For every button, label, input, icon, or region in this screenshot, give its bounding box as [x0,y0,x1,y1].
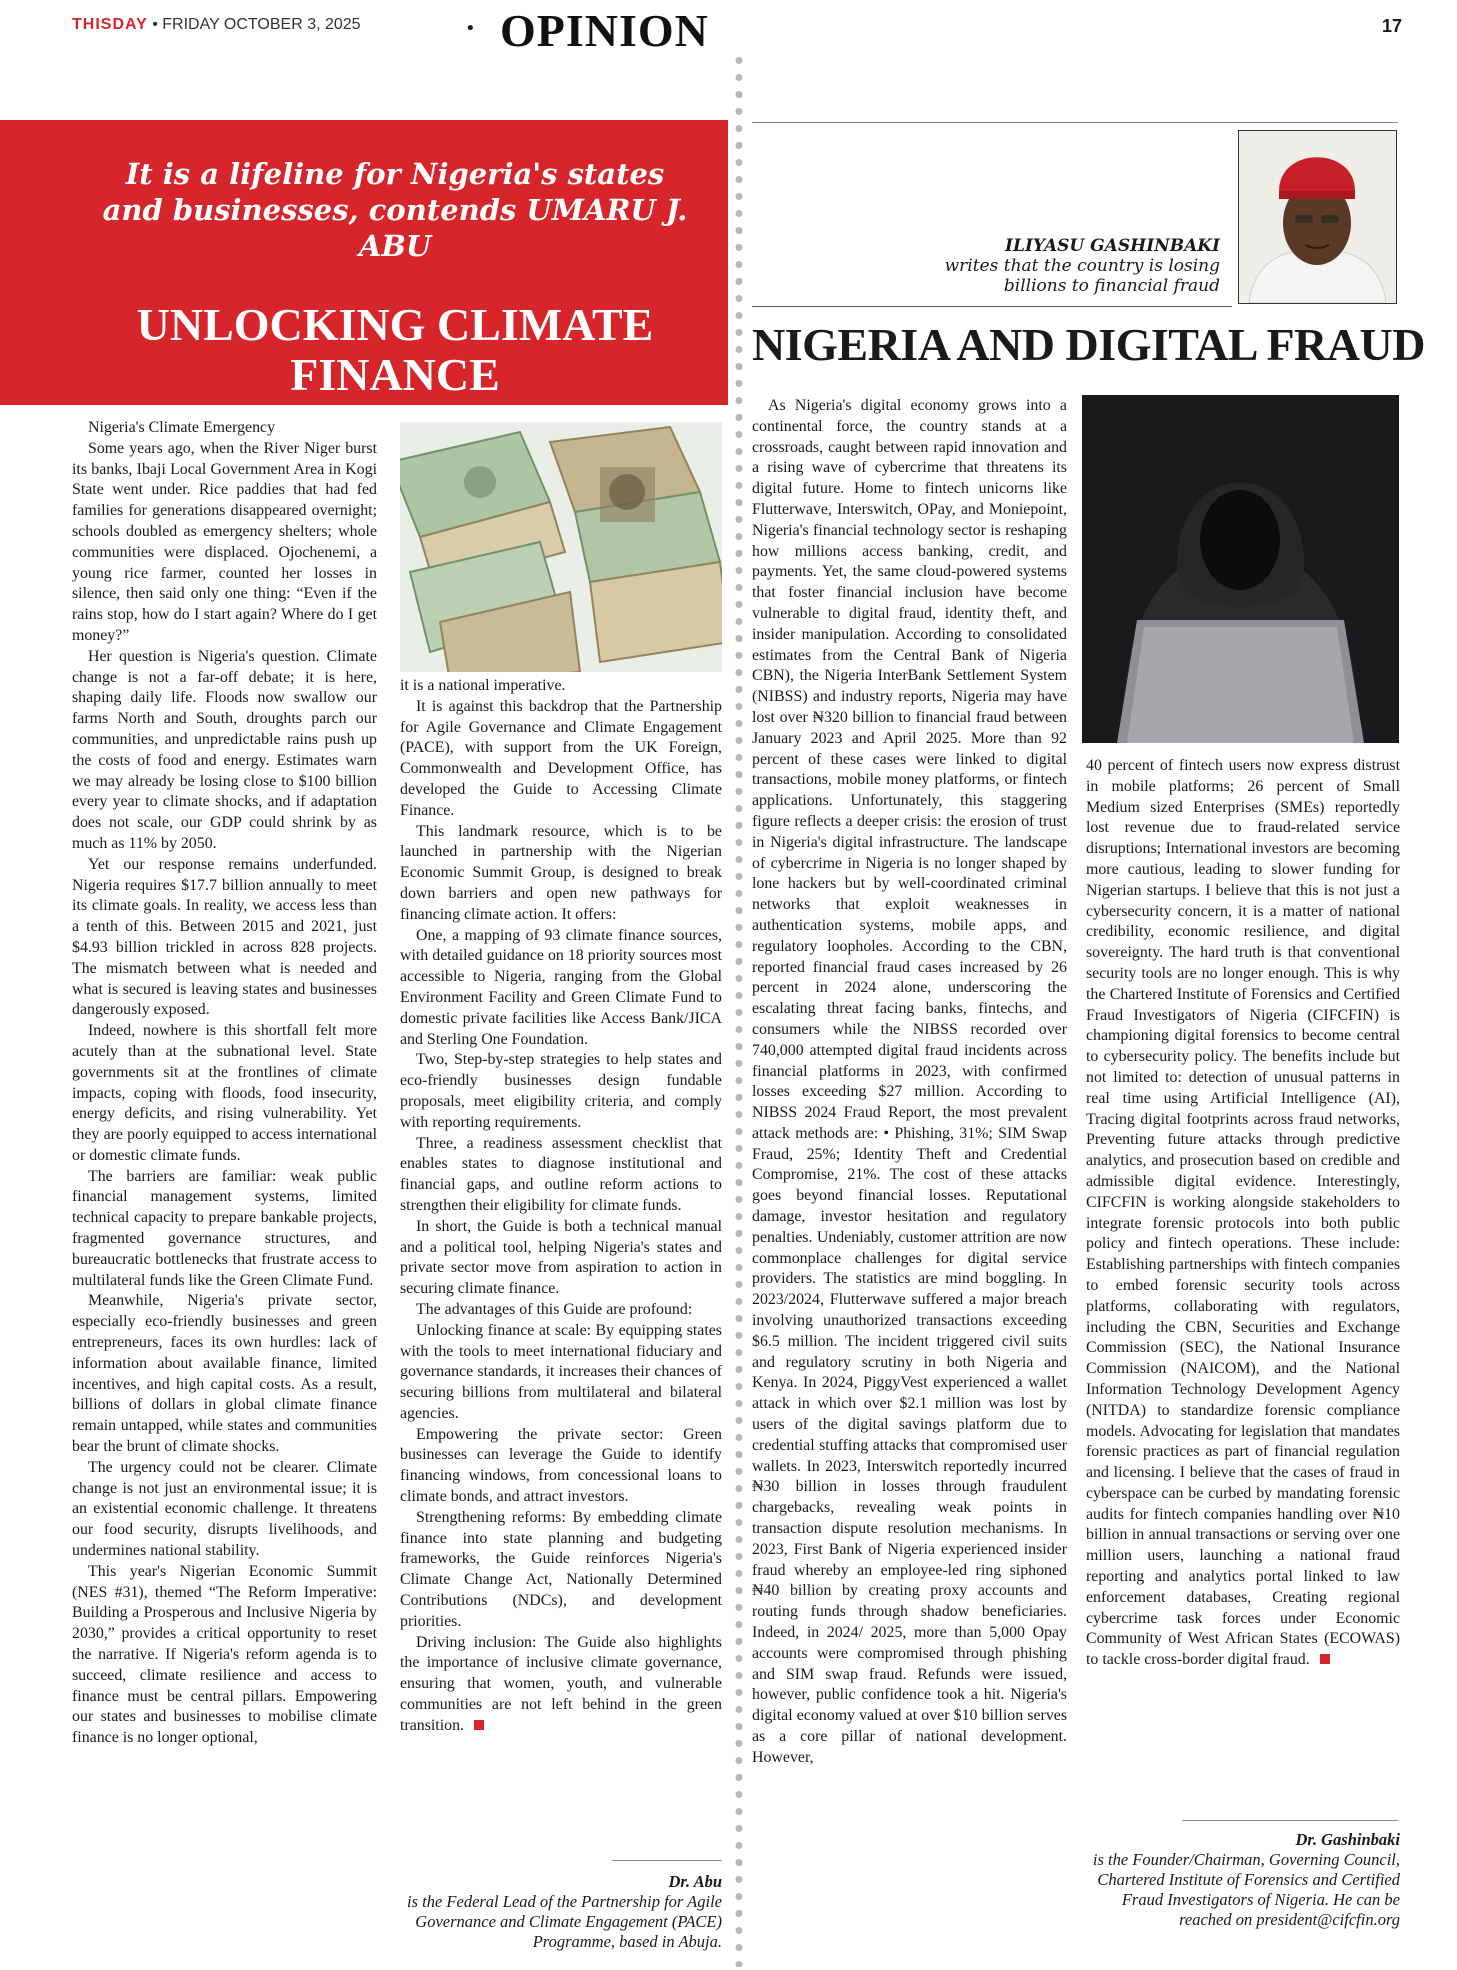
paragraph: As Nigeria's digital economy grows into a continental force, the country stands at a crossroads, caught between rapid innovation and a rising wave of cybercrime that threatens its digital future. Home to fintech unicorns like Flutterwave, Interswitch, OPay, and Moniepoint, Nigeria's financial technology sector is reshaping how millions access banking, credit, and payments. Yet, the same cloud-powered systems that foster financial inclusion have become vulnerable to digital fraud, identity theft, and insider manipulation. According to consolidated estimates from the Central Bank of Nigeria CBN), the Nigeria InterBank Settlement System (NIBSS) and industry reports, Nigeria may have lost over ₦320 billion to financial fraud between January 2023 and April 2025. More than 92 percent of these cases were linked to digital transactions, mobile money platforms, or fintech applications. Unfortunately, this staggering figure reflects a deeper crisis: the erosion of trust in Nigeria's digital infrastructure. The landscape of cybercrime in Nigeria is no longer shaped by lone hackers but by well-coordinated criminal networks that exploit weaknesses in authentication systems, mobile apps, and regulatory loopholes. According to the CBN, reported financial fraud cases increased by 26 percent in 2024 alone, underscoring the escalating threat facing banks, fintechs, and consumers while the NIBSS recorded over 740,000 attempted digital fraud incidents across financial platforms in 2023, with confirmed losses exceeding $27 million. According to NIBSS 2024 Fraud Report, the most prevalent attack methods are: • Phishing, 31%; SIM Swap Fraud, 25%; Identity Theft and Credential Compromise, 21%. The cost of these attacks goes beyond financial losses. Reputational damage, investor hesitation and regulatory penalties. Undeniably, customer attrition are now commonplace challenges for digital service providers. The statistics are mind boggling. In 2023/2024, Flutterwave suffered a major breach involving unauthorized transactions exceeding $6.5 million. The incident triggered civil suits and regulatory scrutiny in both Nigeria and Kenya. In 2024, PiggyVest experienced a wallet attack in which over $2.1 million was lost by users of the digital savings platform due to credential stuffing attacks that compromised user wallets. In 2023, Interswitch reportedly incurred ₦30 billion in losses through fraudulent chargebacks, revealing weak points in transaction dispute resolution mechanisms. In 2023, First Bank of Nigeria experienced insider fraud whereby an employee-led ring siphoned ₦40 billion by creating proxy accounts and routing funds through shadow beneficiaries. Indeed, in 2024/ 2025, more than 5,000 Opay accounts were compromised through phishing and SIM swap fraud. Refunds were issued, however, public confidence took a hit. Nigeria's digital economy valued at over $10 billion serves as a core pillar of national development. However, [752,397,1067,1766]
article1-headline: UNLOCKING CLIMATE FINANCE [136,299,654,400]
paragraph: This landmark resource, which is to be launched in partnership with the Nigerian Economic Summit Group, is designed to break down barriers and open new pathways for financing climate action. It offers: [400,822,722,923]
article2-column1 [752,396,1067,1769]
article2-author-name: Dr. Gashinbaki [1295,1830,1400,1849]
paragraph: The advantages of this Guide are profound: [416,1300,693,1318]
paragraph: The urgency could not be clearer. Climate change is not just an environmental issue; it is an existential economic challenge. It threatens our food security, disrupts livelihoods, and undermines national stability. [72,1458,377,1560]
article2-column2 [1086,756,1400,1671]
paragraph: Two, Step-by-step strategies to help states and eco-friendly businesses design fundable proposals, meet eligibility criteria, and comply with reporting requirements. [400,1051,722,1131]
author1-rule [612,1860,722,1861]
article2-author-bio: is the Founder/Chairman, Governing Council, Chartered Institute of Forensics and Certified Fraud Investigators of Nigeria. He can be reached on president@cifcfin.org [1092,1850,1400,1929]
article2-headline: NIGERIA AND DIGITAL FRAUD [752,319,1425,370]
issue-date: FRIDAY OCTOBER 3, 2025 [162,16,361,33]
paragraph: Strengthening reforms: By embedding climate finance into state planning and budgeting frameworks, the Guide reinforces Nigeria's Climate Change Act, Nationally Determined Contributions (NDCs), and development priorities. [400,1508,722,1630]
article2-byline-name: ILIYASU GASHINBAKI [1005,236,1220,256]
section-title: OPINION [500,5,709,56]
paragraph: Unlocking finance at scale: By equipping states with the tools to meet international fiduciary and governance standards, it increases their chances of securing billions from multilateral and bilateral agencies. [400,1321,722,1422]
end-mark-icon [474,1720,484,1730]
paragraph: This year's Nigerian Economic Summit (NES #31), themed “The Reform Imperative: Building a Prosperous and Inclusive Nigeria by 2030,” provides a critical opportunity to reset the narrative. If Nigeria's reform agenda is to succeed, climate resilience and access to finance must be central pillars. Empowering our states and businesses to mobilise climate finance is no longer optional, [72,1562,377,1747]
section-dot: • [465,18,476,39]
masthead-separator: • [152,16,158,33]
article2-byline [930,236,1220,296]
paragraph [1086,756,1400,1671]
page-number: 17 [1382,16,1403,36]
paragraph: One, a mapping of 93 climate finance sources, with detailed guidance on 18 priority sources most accessible to Nigeria, ranging from the Global Environment Facility and Green Climate Fund to domestic private facilities like Access Bank/JICA and Sterling One Foundation. [400,926,722,1048]
paragraph: Meanwhile, Nigeria's private sector, especially eco-friendly businesses and green entrepreneurs, faces its own hurdles: lack of information about available finance, limited incentives, and high capital costs. As a result, billions of dollars in global climate finance remain untapped, while states and communities bear the brunt of climate shocks. [72,1292,377,1456]
article2-top-rule [752,122,1398,123]
article1-author-bio: is the Federal Lead of the Partnership for Agile Governance and Climate Engagement (PACE) Programme, based in Abuja. [407,1892,722,1951]
paragraph: it is a national imperative. [400,677,566,694]
paragraph [400,1633,722,1737]
paragraph: Yet our response remains underfunded. Nigeria requires $17.7 billion annually to meet its climate goals. In reality, we access less than a tenth of this. Between 2015 and 2021, just $4.93 billion trickled in across 828 projects. The mismatch between what is needed and what is secured is leaving states and businesses dangerously exposed. [72,855,377,1019]
naira-banknotes-photo [400,422,722,672]
article2-byline-text: writes that the country is losing billions to financial fraud [944,256,1220,296]
paragraph: In short, the Guide is both a technical manual and a political tool, helping Nigeria's states and private sector move from aspiration to action in securing climate finance. [400,1217,722,1298]
paragraph: The barriers are familiar: weak public financial management systems, limited technical capacity to prepare bankable projects, fragmented governance structures, and bureaucratic bottlenecks that frustrate access to multilateral funds like the Green Climate Fund. [72,1167,377,1289]
paragraph-text: 40 percent of fintech users now express distrust in mobile platforms; 26 percent of Small Medium sized Enterprises (SMEs) reportedly lost revenue due to fraud-related service disruptions; International investors are becoming more cautious, leading to slower funding for Nigerian startups. I believe that this is not just a cybersecurity concern, it is a matter of national credibility, economic resilience, and digital sovereignty. The hard truth is that conventional security tools are no longer enough. This is why the Chartered Institute of Forensics and Certified Fraud Investigators of Nigeria (CIFCFIN) is championing digital forensics to become central to cybersecurity policy. The benefits include but not limited to: detection of unusual patterns in real time using Artificial Intelligence (AI), Tracing digital footprints across fraud networks, Preventing future attacks through predictive analytics, and prosecution based on credible and admissible digital evidence. Interestingly, CIFCFIN is working alongside stakeholders to integrate forensic protocols into both public policy and fintech operations. These include: Establishing partnerships with fintech companies to embed forensic security tools across platforms, collaborating with regulators, including the CBN, Securities and Exchange Commission (SEC), the National Insurance Commission (NAICOM), and the National Information Technology Development Agency (NITDA) to standardize forensic compliance models. Advocating for legislation that mandates forensic practices as part of financial regulation and licensing. I believe that the cases of fraud in cyberspace can be curbed by mandating forensic audits for fintech companies handling over ₦10 billion in annual transactions or serving over one million users, launching a national fraud reporting and analytics portal linked to law enforcement databases, Creating regional cybercrime task forces under Economic Community of West African States (ECOWAS) to tackle cross-border digital fraud. [1086,757,1400,1669]
article1-kicker: It is a lifeline for Nigeria's states and businesses, contends UMARU J. ABU [102,157,688,263]
paragraph: Three, a readiness assessment checklist that enables states to diagnose institutional and financial gaps, and outline reform actions to strengthen their eligibility for climate funds. [400,1134,722,1214]
paragraph: Nigeria's Climate Emergency [88,419,276,436]
paragraph: Some years ago, when the River Niger burst its banks, Ibaji Local Government Area in Kogi State went under. Rice paddies that had fed families for generations disappeared overnight; schools doubled as emergency shelters; whole communities were displaced. Ojochenemi, a young rice farmer, counted her losses in silence, then said only one thing: “Even if the rains stop, how do I start again? Where do I get money?” [72,439,377,644]
paper-name: THISDAY [72,16,148,33]
paragraph: It is against this backdrop that the Partnership for Agile Governance and Climate Engagement (PACE), with support from the UK Foreign, Commonwealth and Development Office, has developed the Guide to Accessing Climate Finance. [400,697,722,819]
article1-header-panel [0,120,728,405]
paragraph: Indeed, nowhere is this shortfall felt more acutely than at the subnational level. State governments sit at the frontlines of climate impacts, coping with floods, food insecurity, energy deficits, and rising vulnerability. Yet they are poorly equipped to access international or domestic climate funds. [72,1022,377,1164]
hooded-hacker-photo [1082,395,1399,743]
article2-author-box [1086,1830,1400,1930]
article1-author-box [400,1872,722,1952]
masthead-paper-info [72,16,361,34]
paragraph-text: Driving inclusion: The Guide also highlights the importance of inclusive climate governance, ensuring that women, youth, and vulnerable communities are not left behind in the green transition. [400,1633,722,1734]
article2-headline-rule [752,306,1232,307]
author2-rule [1182,1820,1398,1821]
author-portrait [1238,130,1397,304]
article1-column2 [400,676,722,1737]
article1-author-name: Dr. Abu [668,1872,722,1891]
column-divider [735,52,743,1967]
article1-column1 [72,418,377,1749]
end-mark-icon [1320,1654,1330,1664]
paragraph: Empowering the private sector: Green businesses can leverage the Guide to identify financing windows, from concessional loans to climate bonds, and attract investors. [400,1425,722,1506]
paragraph: Her question is Nigeria's question. Climate change is not a far-off debate; it is here, shaping daily life. Floods now swallow our farms North and South, droughts parch our communities, and unpredictable rains push up the costs of food and energy. Estimates warn we may already be losing close to $100 billion every year to climate shocks, and if adaptation does not scale, our GDP could shrink by as much as 11% by 2050. [72,647,377,852]
